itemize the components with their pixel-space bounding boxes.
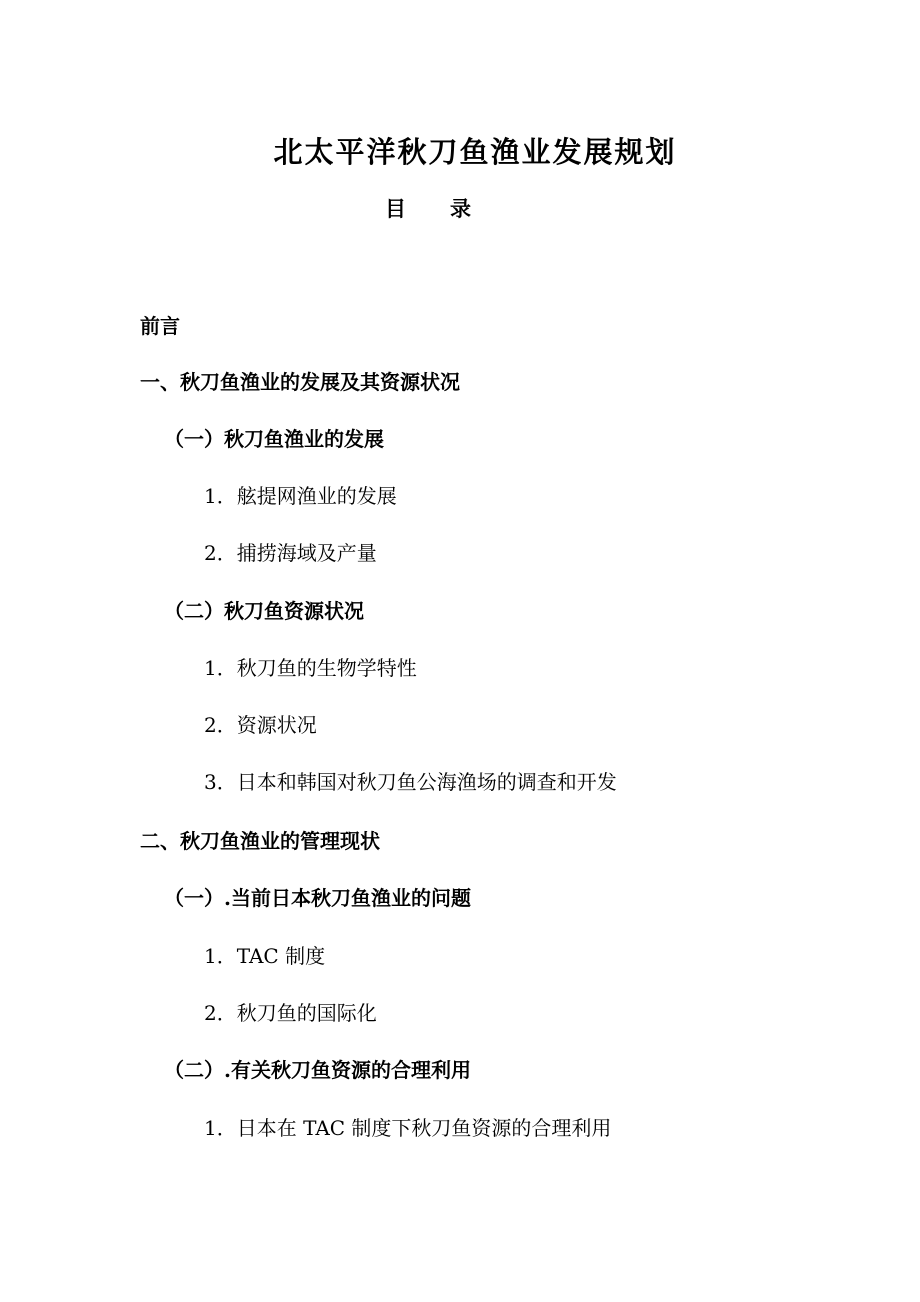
toc-entry-item-1-1-1[interactable]: 1．舷提网渔业的发展 bbox=[204, 484, 397, 508]
toc-entry-section-1-2[interactable]: （二）秋刀鱼资源状况 bbox=[164, 599, 364, 623]
toc-entry-item-2-1-1[interactable]: 1．TAC 制度 bbox=[204, 944, 326, 968]
toc-heading-char-left: 目 bbox=[385, 196, 406, 221]
toc-entry-chapter-1[interactable]: 一、秋刀鱼渔业的发展及其资源状况 bbox=[140, 370, 460, 394]
toc-entry-section-1-1[interactable]: （一）秋刀鱼渔业的发展 bbox=[164, 427, 384, 451]
toc-entry-item-1-2-3[interactable]: 3．日本和韩国对秋刀鱼公海渔场的调查和开发 bbox=[204, 770, 617, 794]
document-title: 北太平洋秋刀鱼渔业发展规划 bbox=[273, 135, 677, 169]
toc-entry-item-1-2-1[interactable]: 1．秋刀鱼的生物学特性 bbox=[204, 656, 417, 680]
toc-entry-item-1-1-2[interactable]: 2．捕捞海域及产量 bbox=[204, 541, 377, 565]
toc-heading-char-right: 录 bbox=[450, 196, 471, 221]
toc-entry-item-2-2-1[interactable]: 1．日本在 TAC 制度下秋刀鱼资源的合理利用 bbox=[204, 1116, 612, 1140]
toc-entry-chapter-2[interactable]: 二、秋刀鱼渔业的管理现状 bbox=[140, 829, 380, 853]
toc-entry-section-2-2[interactable]: （二）.有关秋刀鱼资源的合理利用 bbox=[164, 1058, 471, 1082]
toc-entry-item-1-2-2[interactable]: 2．资源状况 bbox=[204, 713, 317, 737]
toc-entry-item-2-1-2[interactable]: 2．秋刀鱼的国际化 bbox=[204, 1001, 377, 1025]
toc-entry-preface[interactable]: 前言 bbox=[140, 314, 180, 338]
toc-entry-section-2-1[interactable]: （一）.当前日本秋刀鱼渔业的问题 bbox=[164, 886, 471, 910]
